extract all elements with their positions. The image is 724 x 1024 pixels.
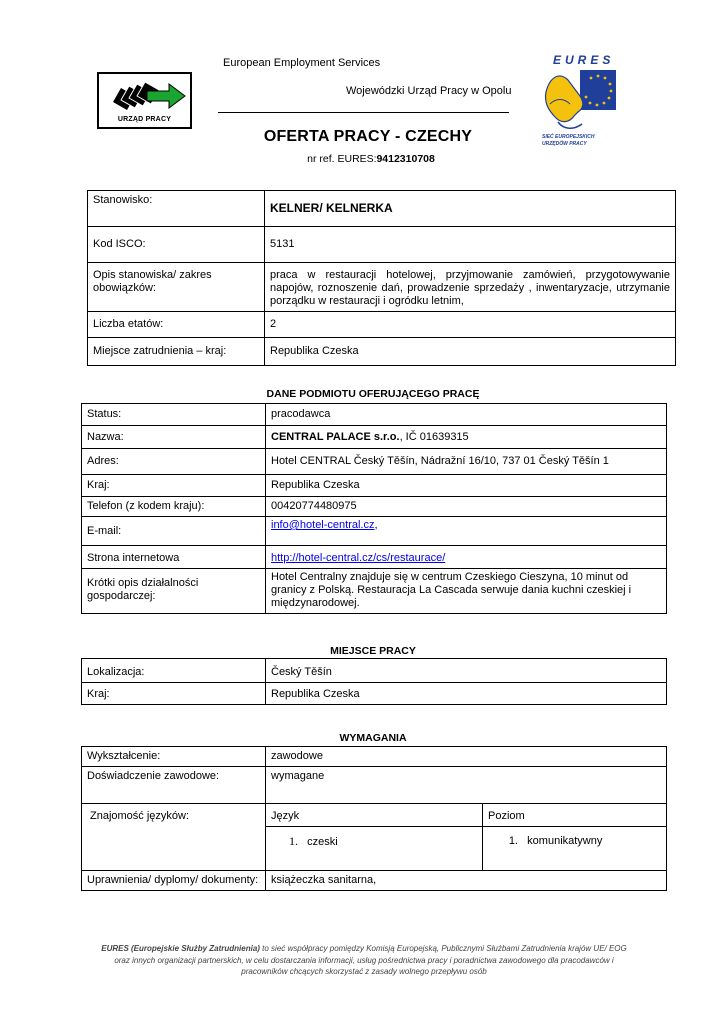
table-row	[88, 191, 676, 227]
opis-label: Opis stanowiska/ zakres obowiązków:	[88, 263, 265, 312]
table-row	[88, 338, 676, 366]
workplace-table	[81, 658, 667, 705]
doswiadczenie-value: wymagane	[266, 767, 667, 804]
status-label: Status:	[82, 404, 266, 426]
header-divider	[218, 112, 509, 113]
table-row	[82, 546, 667, 569]
table-row	[82, 449, 667, 475]
workplace-section-title: MIEJSCE PRACY	[330, 645, 416, 657]
eures-caption-2: URZĘDÓW PRACY	[542, 141, 587, 147]
kraj-label: Kraj:	[82, 475, 266, 497]
table-row	[82, 404, 667, 426]
opis-dzialalnosci-value: Hotel Centralny znajduje się w centrum Czeskiego Cieszyna, 10 minut od granicy z Polską. Restauracja La Cascada serwuje dania kuchni czeskiej i międzynarodowej.	[266, 569, 667, 614]
table-row	[82, 659, 667, 683]
opis-dzialalnosci-label: Krótki opis działalności gospodarczej:	[82, 569, 266, 614]
header-top-line: European Employment Services	[223, 57, 381, 69]
doswiadczenie-label: Doświadczenie zawodowe:	[82, 767, 266, 804]
page-title: OFERTA PRACY - CZECHY	[263, 128, 473, 145]
jezyki-label: Znajomość języków:	[82, 804, 266, 871]
language-item: 1. czeski	[266, 827, 483, 871]
eures-caption-1: SIEĆ EUROPEJSKICH	[542, 134, 595, 140]
etaty-label: Liczba etatów:	[88, 312, 265, 338]
stanowisko-label: Stanowisko:	[88, 191, 265, 227]
requirements-table	[81, 746, 667, 891]
www-label: Strona internetowa	[82, 546, 266, 569]
adres-value: Hotel CENTRAL Český Těšín, Nádražní 16/10, 737 01 Český Těšín 1	[266, 449, 667, 475]
table-row	[82, 767, 667, 804]
employer-table	[81, 403, 667, 614]
email-label: E-mail:	[82, 517, 266, 546]
telefon-label: Telefon (z kodem kraju):	[82, 497, 266, 517]
requirements-section-title: WYMAGANIA	[339, 732, 407, 744]
urzad-pracy-logo	[97, 72, 192, 129]
reference-number	[0, 153, 724, 165]
lokalizacja-label: Lokalizacja:	[82, 659, 266, 683]
telefon-value: 00420774480975	[266, 497, 667, 517]
workplace-kraj-label: Kraj:	[82, 683, 266, 705]
eures-logo-icon	[540, 52, 620, 152]
isco-value: 5131	[265, 227, 676, 263]
table-row	[82, 475, 667, 497]
stanowisko-value: KELNER/ KELNERKA	[265, 191, 676, 227]
opis-value: praca w restauracji hotelowej, przyjmowanie zamówień, przygotowywanie napojów, roznoszenie dań, prowadzenie sprzedaży , inwentaryzacje, utrzymanie porządku w restauracji i ogródku letnim,	[265, 263, 676, 312]
www-value	[266, 546, 667, 569]
uprawnienia-value: książeczka sanitarna,	[266, 871, 667, 891]
miejsce-label: Miejsce zatrudnienia – kraj:	[88, 338, 265, 366]
adres-label: Adres:	[82, 449, 266, 475]
table-row	[82, 426, 667, 449]
table-row	[82, 683, 667, 705]
eures-word: EURES	[553, 53, 615, 67]
website-link[interactable]: http://hotel-central.cz/cs/restaurace/	[271, 552, 446, 564]
footer-line-3: pracowników chcących skorzystać z zasady wolnego przepływu osób	[241, 967, 487, 976]
urzad-pracy-caption: URZĄD PRACY	[117, 116, 172, 123]
table-row	[82, 497, 667, 517]
table-row	[82, 804, 667, 827]
miejsce-value: Republika Czeska	[265, 338, 676, 366]
ref-number: 9412310708	[376, 153, 435, 165]
uprawnienia-label: Uprawnienia/ dyplomy/ dokumenty:	[82, 871, 266, 891]
etaty-value: 2	[265, 312, 676, 338]
table-row	[88, 312, 676, 338]
footer-note	[0, 943, 724, 978]
workplace-kraj-value: Republika Czeska	[266, 683, 667, 705]
wyksztalcenie-value: zawodowe	[266, 747, 667, 767]
wyksztalcenie-label: Wykształcenie:	[82, 747, 266, 767]
email-link[interactable]: info@hotel-central.cz	[271, 519, 375, 531]
table-row	[82, 747, 667, 767]
poziom-header: Poziom	[483, 804, 667, 827]
kraj-value: Republika Czeska	[266, 475, 667, 497]
footer-line-2: oraz innych organizacji partnerskich, w celu dostarczania informacji, usług pośrednictwa pracy i poradnictwa zawodowego dla pracodawców i	[114, 955, 614, 965]
table-row	[88, 227, 676, 263]
table-row	[82, 569, 667, 614]
ref-label: nr ref. EURES:	[307, 153, 377, 165]
nazwa-value: CENTRAL PALACE s.r.o., IČ 01639315	[266, 426, 667, 449]
jezyk-header: Język	[266, 804, 483, 827]
email-value: info@hotel-central.cz,	[266, 517, 667, 546]
table-row	[82, 517, 667, 546]
employer-section-title: DANE PODMIOTU OFERUJĄCEGO PRACĘ	[266, 388, 480, 400]
table-row	[88, 263, 676, 312]
lokalizacja-value: Český Těšín	[266, 659, 667, 683]
header-office: Wojewódzki Urząd Pracy w Opolu	[346, 85, 512, 97]
level-item: 1. komunikatywny	[483, 827, 667, 871]
isco-label: Kod ISCO:	[88, 227, 265, 263]
eures-logo	[540, 52, 620, 152]
position-table	[87, 190, 676, 366]
table-row	[82, 871, 667, 891]
status-value: pracodawca	[266, 404, 667, 426]
nazwa-label: Nazwa:	[82, 426, 266, 449]
footer-line-1: EURES (Europejskie Służby Zatrudnienia) to sieć współpracy pomiędzy Komisją Europejską, Publicznymi Służbami Zatrudnienia krajów UE/ EOG	[101, 944, 627, 953]
